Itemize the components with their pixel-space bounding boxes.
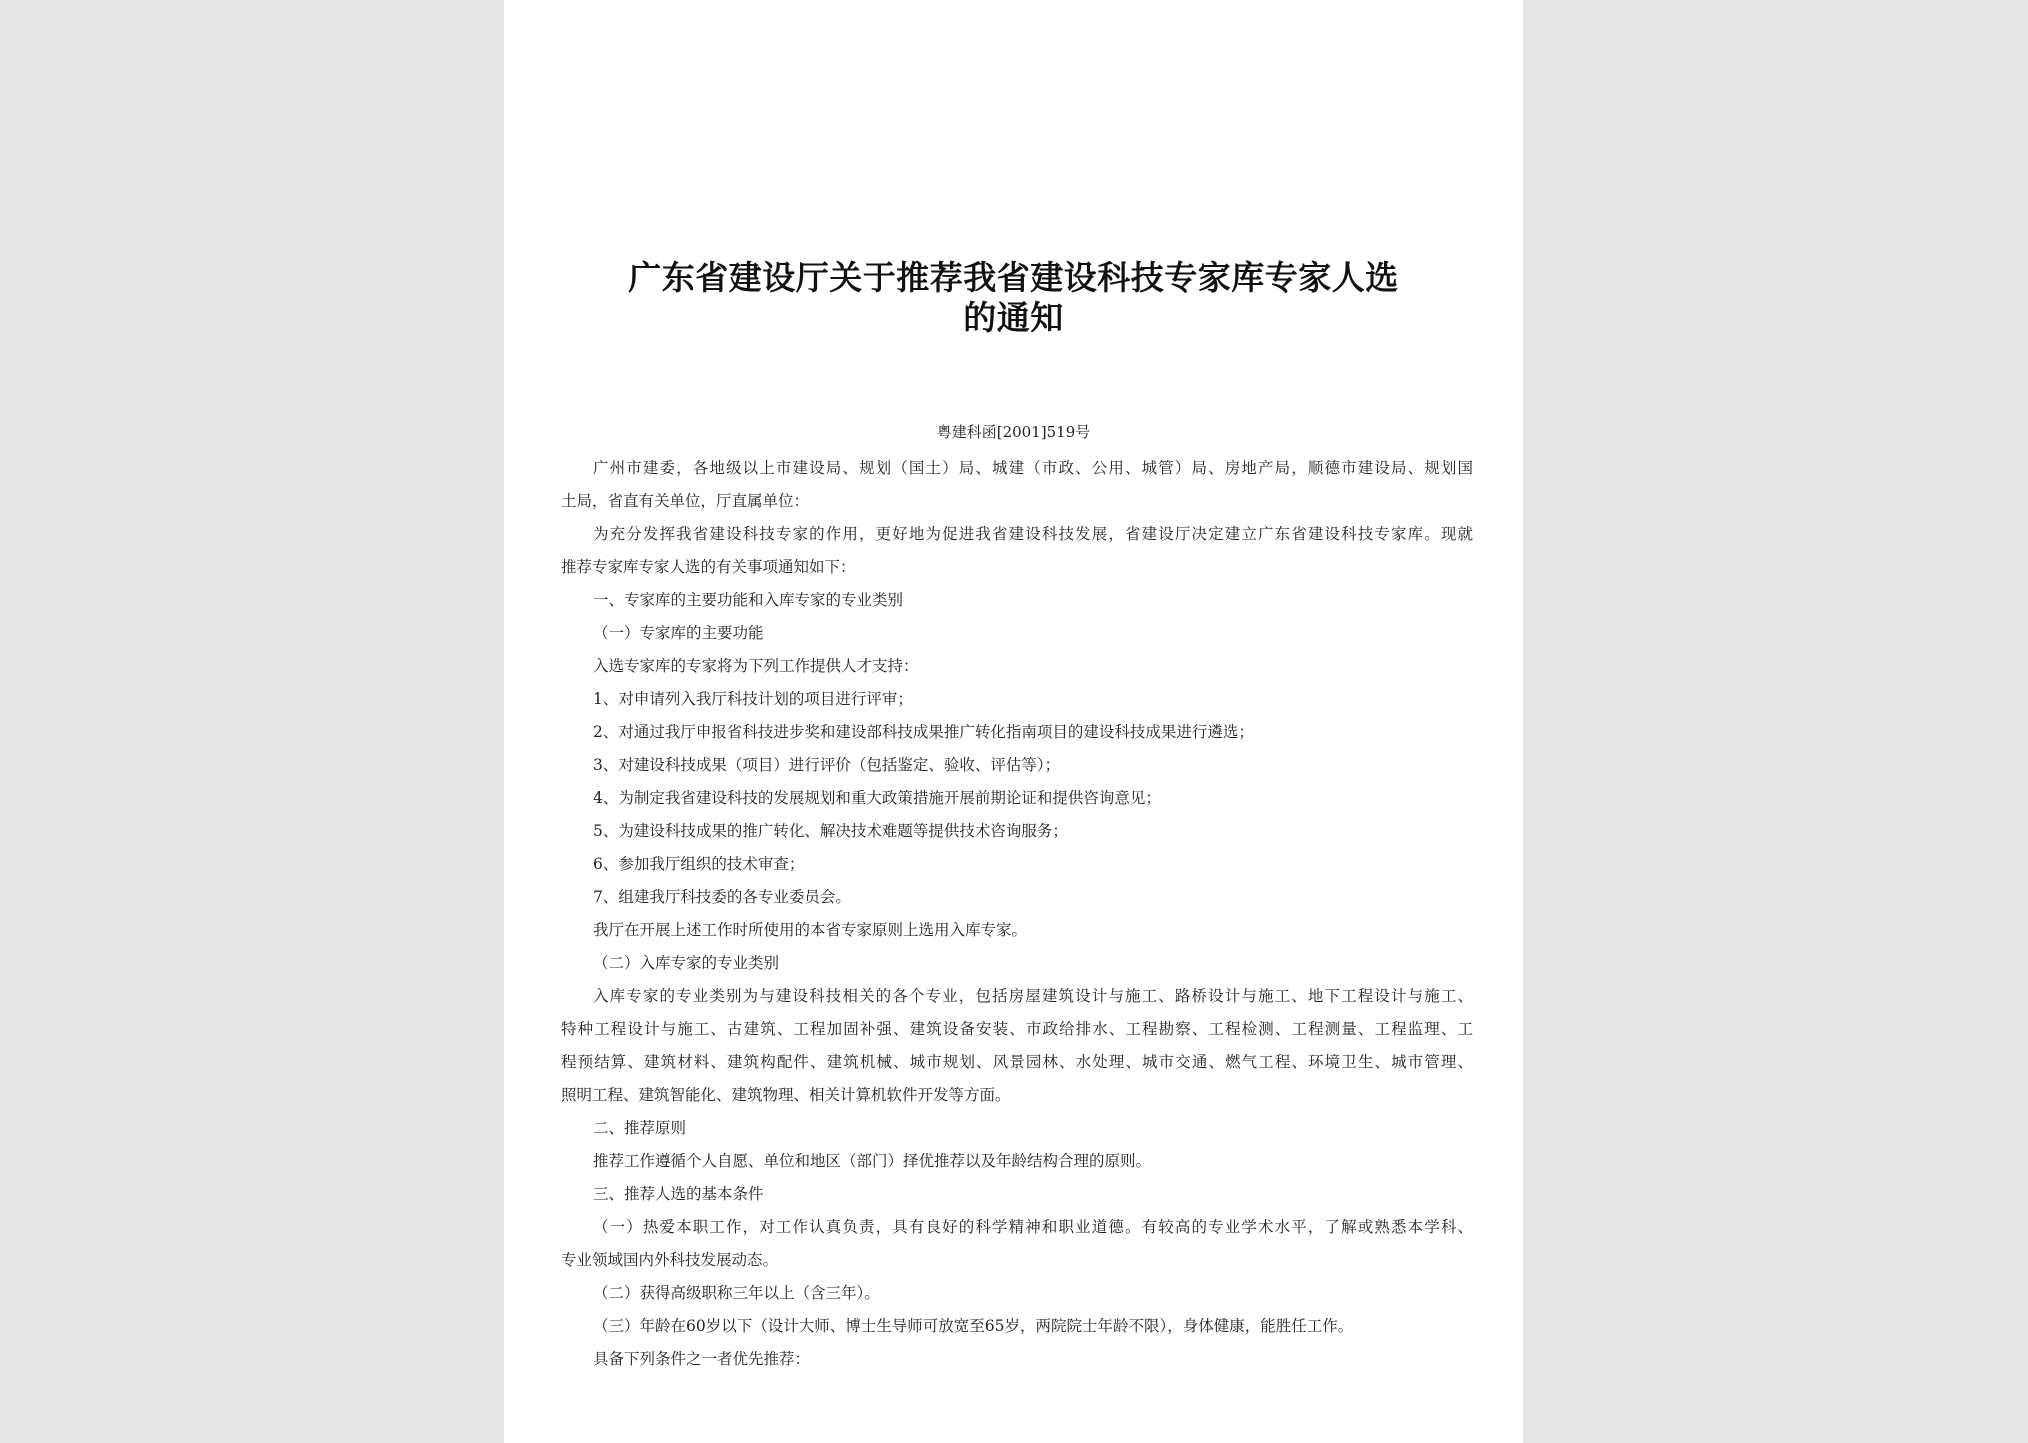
body-line: （一）热爱本职工作，对工作认真负责，具有良好的科学精神和职业道德。有较高的专业学术水平，了解或熟悉本学科、 <box>593 1218 1473 1236</box>
body-line: （三）年龄在60岁以下（设计大师、博士生导师可放宽至65岁，两院院士年龄不限），身体健康，能胜任工作。 <box>593 1317 1354 1335</box>
section-heading: 一、专家库的主要功能和入库专家的专业类别 <box>593 591 904 609</box>
document-body <box>561 452 1473 1376</box>
subsection-heading: （二）入库专家的专业类别 <box>593 954 780 972</box>
title-line: 的通知 <box>963 298 1064 337</box>
section-heading: 二、推荐原则 <box>593 1119 687 1137</box>
body-line: 广州市建委，各地级以上市建设局、规划（国土）局、城建（市政、公用、城管）局、房地产局，顺德市建设局、规划国 <box>593 459 1473 477</box>
body-line: 推荐专家库专家人选的有关事项通知如下： <box>561 558 856 576</box>
list-item: 3、对建设科技成果（项目）进行评价（包括鉴定、验收、评估等）； <box>593 756 1061 774</box>
body-line: 程预结算、建筑材料、建筑构配件、建筑机械、城市规划、风景园林、水处理、城市交通、燃气工程、环境卫生、城市管理、 <box>561 1053 1473 1071</box>
body-line: （二）获得高级职称三年以上（含三年）。 <box>593 1284 880 1302</box>
body-line: 照明工程、建筑智能化、建筑物理、相关计算机软件开发等方面。 <box>561 1086 1011 1104</box>
body-line: 土局，省直有关单位，厅直属单位： <box>561 492 810 510</box>
list-item: 6、参加我厅组织的技术审查； <box>593 855 805 873</box>
body-line: 为充分发挥我省建设科技专家的作用，更好地为促进我省建设科技发展，省建设厅决定建立广东省建设科技专家库。现就 <box>593 525 1473 543</box>
list-item: 5、为建设科技成果的推广转化、解决技术难题等提供技术咨询服务； <box>593 822 1068 840</box>
section-heading: 三、推荐人选的基本条件 <box>593 1185 764 1203</box>
list-item: 4、为制定我省建设科技的发展规划和重大政策措施开展前期论证和提供咨询意见； <box>593 789 1161 807</box>
document-title <box>564 258 1463 338</box>
body-line: 具备下列条件之一者优先推荐： <box>593 1350 811 1368</box>
document-number: 粤建科函[2001]519号 <box>936 423 1091 441</box>
list-item: 7、组建我厅科技委的各专业委员会。 <box>593 888 851 906</box>
subsection-heading: （一）专家库的主要功能 <box>593 624 764 642</box>
list-item: 2、对通过我厅申报省科技进步奖和建设部科技成果推广转化指南项目的建设科技成果进行遴选； <box>593 723 1254 741</box>
title-line: 广东省建设厅关于推荐我省建设科技专家库专家人选 <box>628 258 1399 297</box>
body-line: 专业领域国内外科技发展动态。 <box>561 1251 779 1269</box>
body-line: 入库专家的专业类别为与建设科技相关的各个专业，包括房屋建筑设计与施工、路桥设计与施工、地下工程设计与施工、 <box>593 987 1473 1005</box>
body-line: 入选专家库的专家将为下列工作提供人才支持： <box>593 657 919 675</box>
body-line: 特种工程设计与施工、古建筑、工程加固补强、建筑设备安装、市政给排水、工程勘察、工程检测、工程测量、工程监理、工 <box>561 1020 1473 1038</box>
list-item: 1、对申请列入我厅科技计划的项目进行评审； <box>593 690 913 708</box>
body-line: 我厅在开展上述工作时所使用的本省专家原则上选用入库专家。 <box>593 921 1028 939</box>
document-page <box>504 0 1523 1443</box>
body-line: 推荐工作遵循个人自愿、单位和地区（部门）择优推荐以及年龄结构合理的原则。 <box>593 1152 1152 1170</box>
